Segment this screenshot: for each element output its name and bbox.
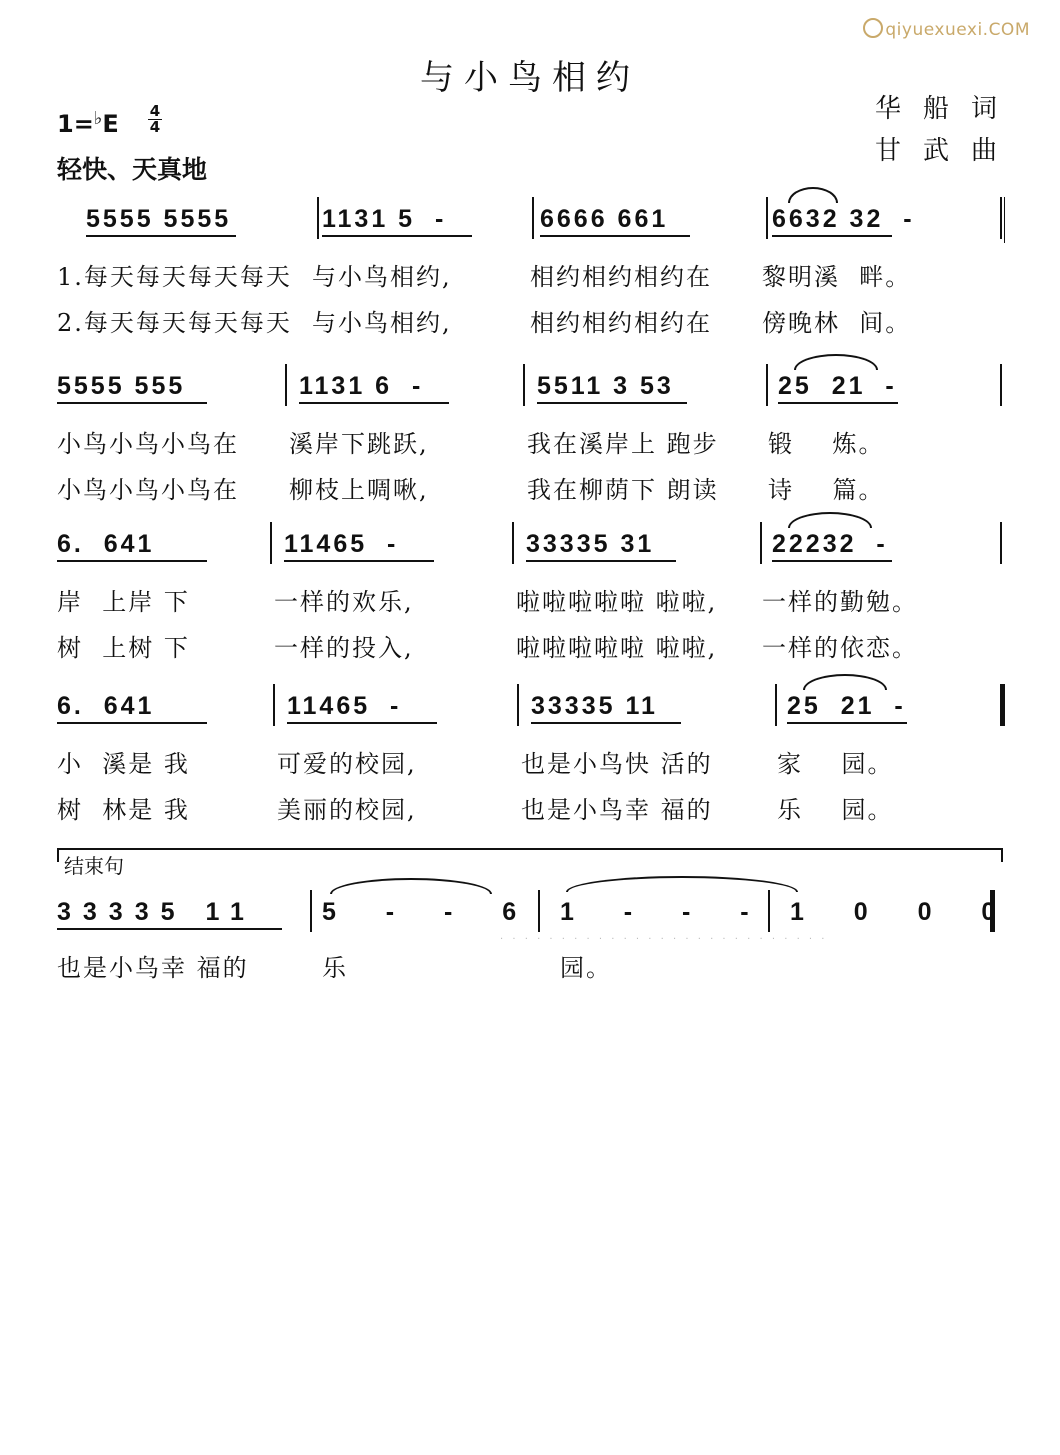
lyric-verse2: 我在柳荫下 朗读 — [527, 476, 719, 504]
lyric-verse2: 小鸟小鸟小鸟在 — [57, 476, 239, 504]
beam-underline — [287, 722, 437, 724]
lyric-verse2: 也是小鸟幸 福的 — [521, 796, 713, 824]
barline — [760, 522, 762, 564]
song-title: 与小鸟相约 — [420, 58, 640, 98]
lyric-verse1: 也是小鸟快 活的 — [521, 750, 713, 778]
coda-lyric: 园。 — [560, 954, 612, 982]
watermark-text: qiyuexuexi.COM — [885, 20, 1030, 40]
lyric-verse1: 黎明溪 畔。 — [762, 263, 912, 291]
beam-underline — [322, 235, 472, 237]
barline — [270, 522, 272, 564]
lyric-verse1: 家 园。 — [777, 750, 894, 778]
lyric-verse1: 岸 上岸 下 — [57, 588, 190, 616]
barline — [538, 890, 540, 932]
coda-notes: 1 0 0 0 — [790, 898, 1008, 926]
measure-notes: 1131 6 - — [299, 372, 424, 400]
key-signature: 1=♭E — [57, 108, 119, 138]
beam-underline — [86, 235, 236, 237]
beam-underline — [299, 402, 449, 404]
beam-underline — [57, 402, 207, 404]
lyric-verse2: 柳枝上啁啾, — [289, 476, 429, 504]
barline — [1004, 197, 1005, 243]
barline — [766, 197, 768, 239]
lyric-verse2: 傍晚林 间。 — [762, 309, 912, 337]
measure-notes: 11465 - — [287, 692, 402, 720]
measure-notes: 6. 641 — [57, 530, 155, 558]
slur — [788, 512, 872, 528]
beam-underline — [772, 560, 892, 562]
measure-notes: 11465 - — [284, 530, 399, 558]
beam-underline — [284, 560, 434, 562]
barline — [317, 197, 319, 239]
time-bottom: 4 — [149, 118, 161, 136]
measure-notes: 6632 32 - — [772, 205, 915, 233]
lyric-verse2: 树 上树 下 — [57, 634, 190, 662]
coda-lyric: 也是小鸟幸 福的 — [57, 954, 249, 982]
watermark — [863, 18, 1030, 40]
lyric-verse1: 一样的欢乐, — [274, 588, 414, 616]
measure-notes: 5511 3 53 — [537, 372, 674, 400]
beam-underline — [57, 928, 282, 930]
barline — [1000, 364, 1002, 406]
measure-notes: 1131 5 - — [322, 205, 447, 233]
measure-notes: 33335 31 — [526, 530, 655, 558]
barline — [285, 364, 287, 406]
beam-underline — [787, 722, 907, 724]
coda-label: 结束句 — [64, 854, 124, 878]
beam-underline — [778, 402, 898, 404]
beam-underline — [772, 235, 892, 237]
beam-underline — [540, 235, 690, 237]
dotted-rule: · · · · · · · · · · · · · · · · · · · · · · · · · · · — [500, 934, 828, 945]
tempo-marking: 轻快、天真地 — [57, 155, 208, 184]
barline — [512, 522, 514, 564]
coda-lyric: 乐 — [322, 954, 348, 982]
lyric-verse2: 一样的依恋。 — [762, 634, 918, 662]
barline — [775, 684, 777, 726]
logo-icon — [863, 18, 883, 38]
flat-sign: ♭ — [93, 108, 103, 129]
lyric-verse1: 溪岸下跳跃, — [289, 430, 429, 458]
lyric-verse2: 啦啦啦啦啦 啦啦, — [516, 634, 718, 662]
slur — [794, 354, 878, 370]
lyric-verse1: 一样的勤勉。 — [762, 588, 918, 616]
beam-underline — [57, 722, 207, 724]
lyric-verse1: 啦啦啦啦啦 啦啦, — [516, 588, 718, 616]
coda-notes: 33335 11 — [57, 898, 256, 926]
coda-notes: 1 - - - — [560, 898, 761, 926]
beam-underline — [537, 402, 687, 404]
lyric-verse2: 与小鸟相约, — [312, 309, 452, 337]
slur — [803, 674, 887, 690]
lyric-verse2: 相约相约相约在 — [530, 309, 712, 337]
measure-notes: 25 21 - — [787, 692, 906, 720]
barline — [768, 890, 770, 932]
lyric-verse1: 锻 炼。 — [768, 430, 885, 458]
barline — [523, 364, 525, 406]
time-top: 4 — [149, 102, 161, 120]
barline — [532, 197, 534, 239]
barline — [1000, 684, 1005, 726]
barline — [1000, 197, 1002, 239]
slur — [330, 878, 492, 894]
slur — [788, 187, 838, 203]
lyric-verse2: 诗 篇。 — [768, 476, 885, 504]
lyric-verse2: 美丽的校园, — [277, 796, 417, 824]
coda-bracket — [57, 848, 1003, 862]
measure-notes: 22232 - — [772, 530, 888, 558]
measure-notes: 25 21 - — [778, 372, 897, 400]
lyric-verse1: 小 溪是 我 — [57, 750, 190, 778]
slur — [566, 876, 798, 892]
lyric-verse1: 相约相约相约在 — [530, 263, 712, 291]
barline — [1000, 522, 1002, 564]
barline — [517, 684, 519, 726]
composer-credit: 甘武曲 — [875, 136, 1020, 166]
lyric-verse1: 我在溪岸上 跑步 — [527, 430, 719, 458]
time-signature — [148, 104, 162, 135]
lyric-verse1: 1.每天每天每天每天 — [57, 263, 292, 291]
lyric-verse2: 乐 园。 — [777, 796, 894, 824]
barline — [766, 364, 768, 406]
measure-notes: 6666 661 — [540, 205, 669, 233]
lyric-verse2: 树 林是 我 — [57, 796, 190, 824]
lyric-verse1: 与小鸟相约, — [312, 263, 452, 291]
beam-underline — [526, 560, 676, 562]
beam-underline — [531, 722, 681, 724]
lyric-verse2: 2.每天每天每天每天 — [57, 309, 292, 337]
lyric-verse1: 小鸟小鸟小鸟在 — [57, 430, 239, 458]
lyric-verse1: 可爱的校园, — [277, 750, 417, 778]
lyricist-credit: 华船词 — [875, 94, 1020, 124]
measure-notes: 33335 11 — [531, 692, 658, 720]
coda-notes: 5 - - 6 — [322, 898, 529, 926]
barline — [273, 684, 275, 726]
barline — [990, 890, 995, 932]
measure-notes: 5555 5555 — [86, 205, 232, 233]
measure-notes: 5555 555 — [57, 372, 186, 400]
barline — [310, 890, 312, 932]
lyric-verse2: 一样的投入, — [274, 634, 414, 662]
beam-underline — [57, 560, 207, 562]
measure-notes: 6. 641 — [57, 692, 155, 720]
